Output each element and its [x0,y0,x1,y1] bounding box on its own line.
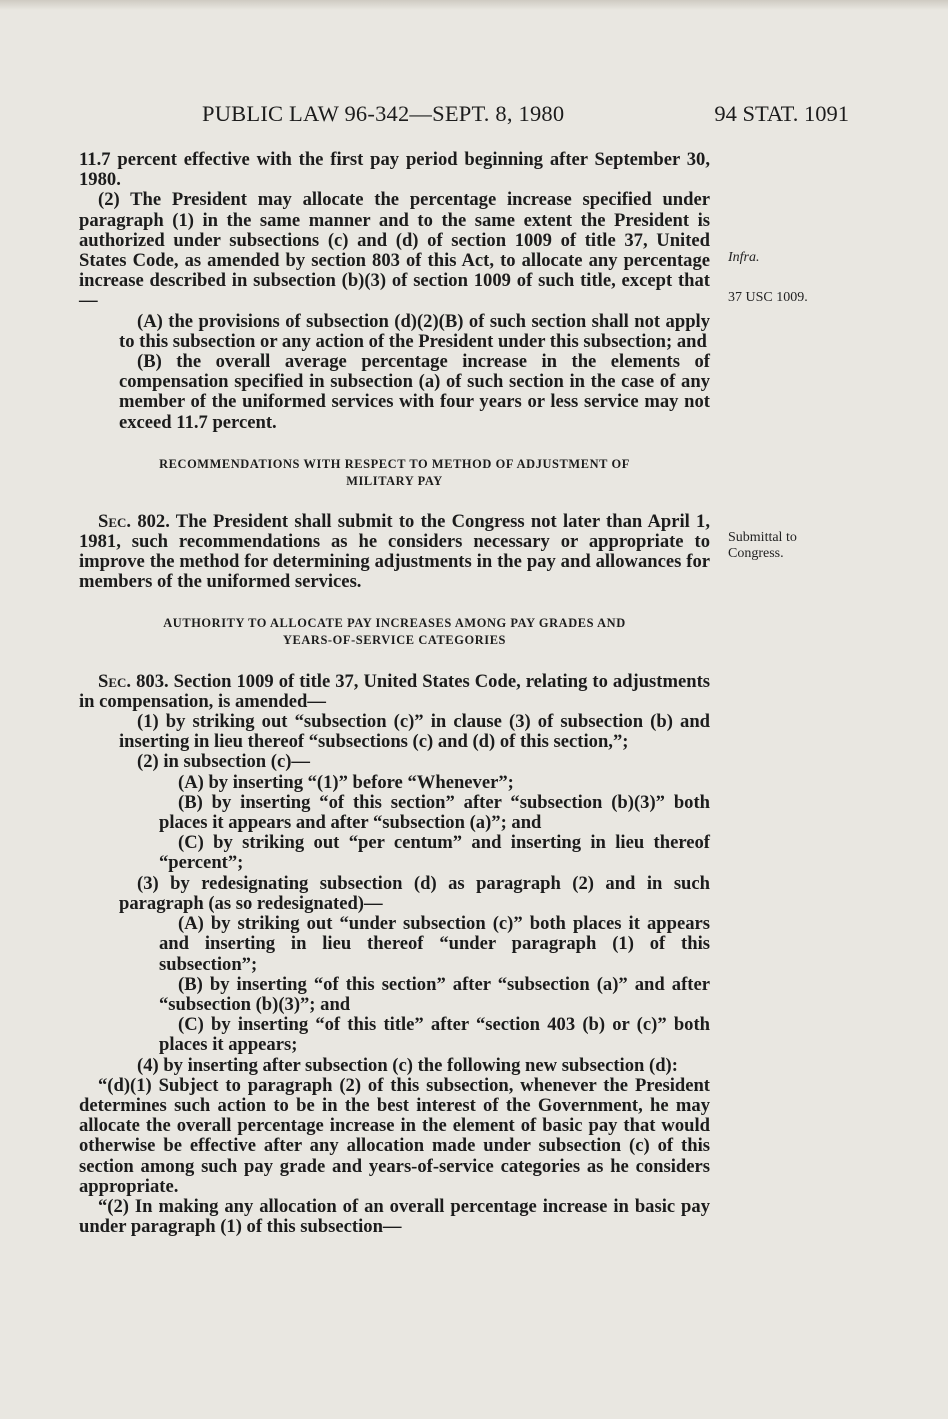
heading-line: MILITARY PAY [346,473,443,488]
margin-note-usc: 37 USC 1009. [728,290,808,305]
amendment-subclause: (A) by striking out “under subsection (c)” both places it appears and inserting in lieu thereof “under paragraph (1) of this subsection”; [159,913,710,975]
section-label: Sec. [98,510,132,532]
subparagraph: (B) the overall average percentage increase in the elements of compensation specified in subsection (a) of such section in the case of any member of the uniformed services with four years or less service may not exceed 11.7 percent. [119,351,710,433]
paragraph: 11.7 percent effective with the first pay period beginning after September 30, 1980. [79,149,710,191]
subparagraph: (A) the provisions of subsection (d)(2)(B) of such section shall not apply to this subsection or any action of the President under this subsection; and [119,310,710,352]
header-statute-page: 94 STAT. 1091 [714,101,849,126]
margin-note-line: Congress. [728,546,784,561]
section-label: Sec. [98,670,132,692]
amendment-subclause: (C) by striking out “per centum” and inserting in lieu thereof “percent”; [159,832,710,874]
amendment-subclause: (C) by inserting “of this title” after “section 403 (b) or (c)” both places it appears; [159,1014,710,1056]
margin-note-line: Submittal to [728,530,797,545]
margin-note-submittal [728,530,797,562]
section-heading [79,456,710,490]
heading-line: RECOMMENDATIONS WITH RESPECT TO METHOD OF ADJUSTMENT OF [159,456,630,471]
quoted-paragraph: “(d)(1) Subject to paragraph (2) of this subsection, whenever the President determines such action to be in the best interest of the Government, he may allocate the overall percentage increase in the element of basic pay that would otherwise be effective after any allocation made under subsection (c) of this section among such pay grade and years-of-service categories as he considers appropriate. [79,1074,710,1197]
quoted-paragraph: “(2) In making any allocation of an overall percentage increase in basic pay under paragraph (1) of this subsection— [79,1195,710,1238]
heading-line: AUTHORITY TO ALLOCATE PAY INCREASES AMONG PAY GRADES AND [163,615,626,630]
amendment-subclause: (B) by inserting “of this section” after “subsection (a)” and after “subsection (b)(3)”; and [159,973,710,1015]
paragraph: (2) The President may allocate the percentage increase specified under paragraph (1) in the same manner and to the same extent the President is authorized under subsections (c) and (d) of section 1009 of title 37, United States Code, as amended by section 803 of this Act, to allocate any percentage increase described in subsection (b)(3) of section 1009 of such title, except that— [79,189,710,312]
section-heading [79,615,710,649]
section-text: 802. The President shall submit to the Congress not later than April 1, 1981, such recommendations as he considers necessary or appropriate to improve the method for determining adjustments in the pay and allowances for members of the uniformed services. [79,510,710,593]
page-fold-shadow [0,0,948,10]
section-803 [79,672,710,712]
document-body [79,150,710,1237]
amendment-clause: (3) by redesignating subsection (d) as paragraph (2) and in such paragraph (as so redesignated)— [119,872,710,914]
section-text: 803. Section 1009 of title 37, United States Code, relating to adjustments in compensation, is amended— [79,670,710,712]
amendment-clause: (1) by striking out “subsection (c)” in clause (3) of subsection (b) and inserting in lieu thereof “subsections (c) and (d) of this section,”; [119,711,710,753]
section-802 [79,512,710,593]
amendment-subclause: (B) by inserting “of this section” after “subsection (b)(3)” both places it appears and after “subsection (a)”; and [159,791,710,834]
header-title: PUBLIC LAW 96-342—SEPT. 8, 1980 [202,101,565,126]
amendment-clause: (4) by inserting after subsection (c) the following new subsection (d): [137,1054,678,1076]
heading-line: YEARS-OF-SERVICE CATEGORIES [282,632,507,647]
margin-note-infra: Infra. [728,250,760,265]
amendment-clause: (2) in subsection (c)— [137,751,311,773]
amendment-subclause: (A) by inserting “(1)” before “Whenever”; [178,771,514,793]
page-header [79,101,849,131]
